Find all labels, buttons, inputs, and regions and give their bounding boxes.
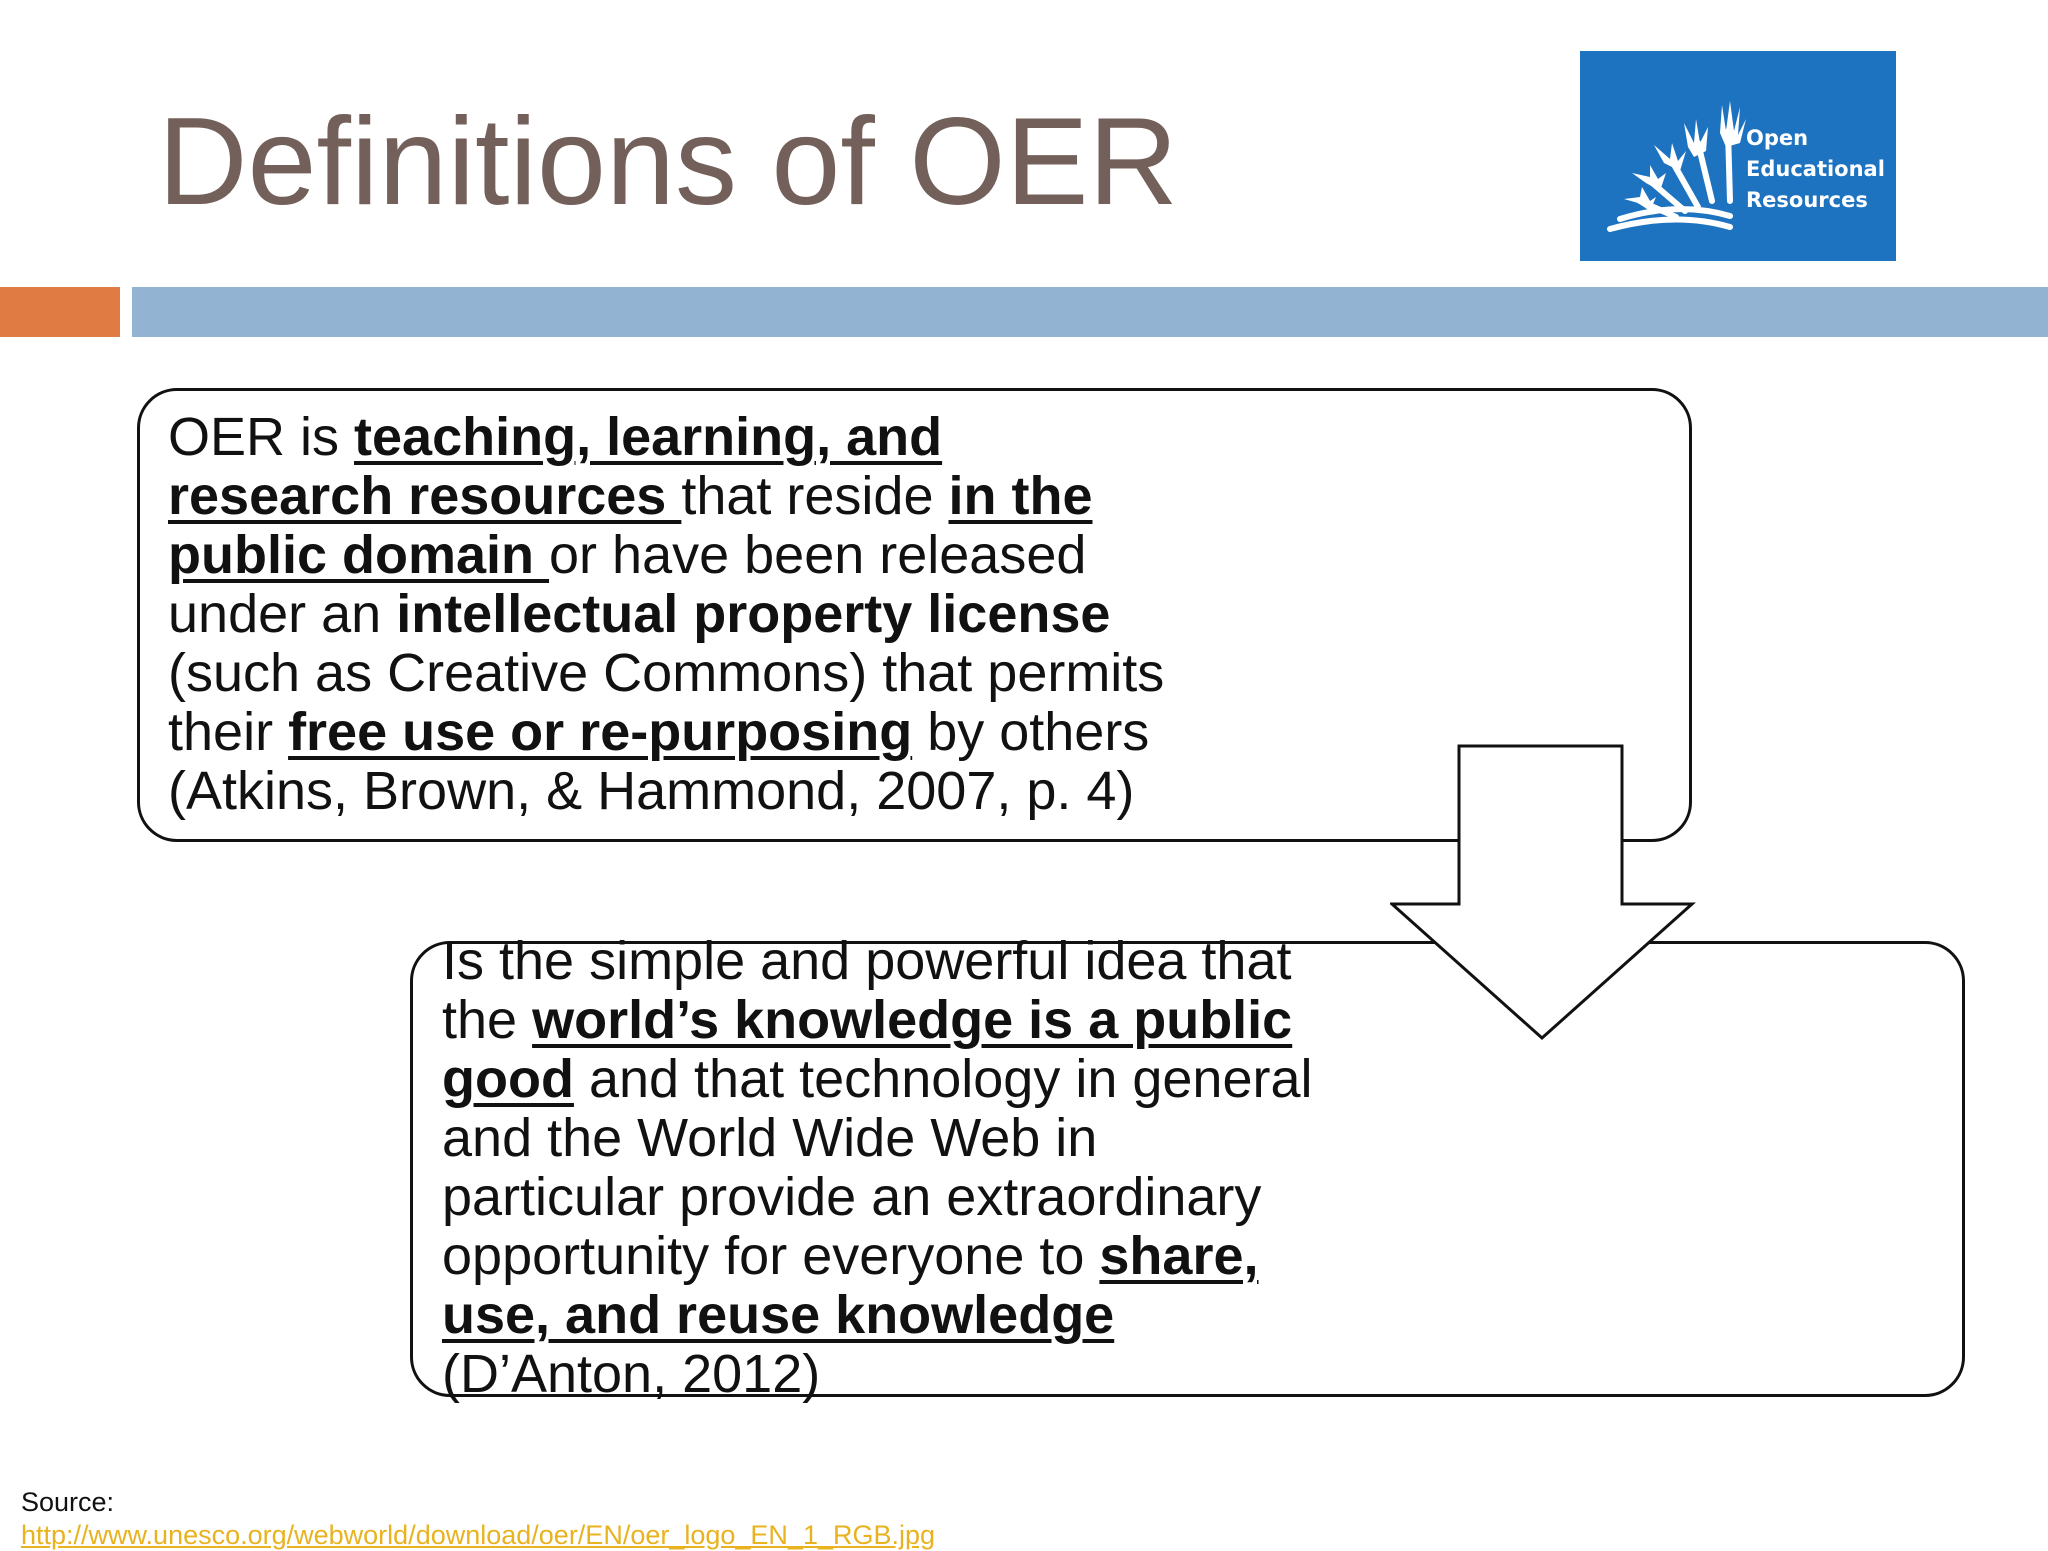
- text-segment: teaching, learning, and: [354, 407, 943, 467]
- text-segment: public domain: [168, 525, 550, 585]
- text-segment: particular provide an extraordinary: [442, 1167, 1262, 1227]
- text-segment: under an: [168, 584, 397, 644]
- text-segment: or have been released: [549, 525, 1087, 585]
- def2-line-2: [442, 991, 1313, 1050]
- text-segment: use, and reuse knowledge: [442, 1285, 1115, 1345]
- text-segment: opportunity for everyone to: [442, 1226, 1100, 1286]
- def1-line-6: [168, 703, 1164, 762]
- text-segment: in the: [948, 466, 1093, 526]
- def2-line-3: [442, 1050, 1313, 1109]
- text-segment: by others: [912, 702, 1150, 762]
- slide-title: Definitions of OER: [158, 93, 1178, 231]
- def1-line-5: [168, 644, 1164, 703]
- def1-line-7: [168, 762, 1164, 821]
- text-segment: Is the simple and powerful idea that: [442, 931, 1292, 991]
- source-link[interactable]: http://www.unesco.org/webworld/download/oer/EN/oer_logo_EN_1_RGB.jpg: [21, 1520, 936, 1550]
- source-label: Source:: [21, 1487, 115, 1517]
- def2-line-5: [442, 1168, 1313, 1227]
- definition-2-text: [442, 932, 1313, 1404]
- text-segment: good: [442, 1049, 574, 1109]
- text-segment: their: [168, 702, 289, 762]
- logo-text: [1746, 123, 1885, 216]
- def2-line-6: [442, 1227, 1313, 1286]
- logo-text-open: Open: [1746, 126, 1809, 150]
- text-segment: share,: [1099, 1226, 1259, 1286]
- def2-line-8: [442, 1345, 1313, 1404]
- text-segment: (such as Creative Commons) that permits: [168, 643, 1165, 703]
- text-segment: that reside: [681, 466, 949, 526]
- logo-text-resources: Resources: [1746, 188, 1868, 212]
- text-segment: (D’Anton, 2012): [442, 1344, 821, 1404]
- down-arrow-icon: [1390, 744, 1700, 1044]
- logo-text-educational: Educational: [1746, 157, 1885, 181]
- def2-line-1: [442, 932, 1313, 991]
- text-segment: (Atkins, Brown, & Hammond, 2007, p. 4): [168, 761, 1135, 821]
- text-segment: and the World Wide Web in: [442, 1108, 1098, 1168]
- text-segment: intellectual property license: [396, 584, 1111, 644]
- accent-bar-blue: [132, 287, 2048, 337]
- def1-line-4: [168, 585, 1164, 644]
- text-segment: OER is: [168, 407, 355, 467]
- def2-line-4: [442, 1109, 1313, 1168]
- oer-logo: [1580, 51, 1896, 261]
- def1-line-2: [168, 467, 1164, 526]
- accent-bar-orange: [0, 287, 120, 337]
- text-segment: the: [442, 990, 533, 1050]
- text-segment: free use or re-purposing: [288, 702, 913, 762]
- def1-line-3: [168, 526, 1164, 585]
- def1-line-1: [168, 408, 1164, 467]
- text-segment: and that technology in general: [573, 1049, 1313, 1109]
- text-segment: world’s knowledge is a public: [532, 990, 1293, 1050]
- text-segment: research resources: [168, 466, 682, 526]
- def2-line-7: [442, 1286, 1313, 1345]
- definition-1-text: [168, 408, 1164, 821]
- hands-book-icon: [1580, 51, 1750, 261]
